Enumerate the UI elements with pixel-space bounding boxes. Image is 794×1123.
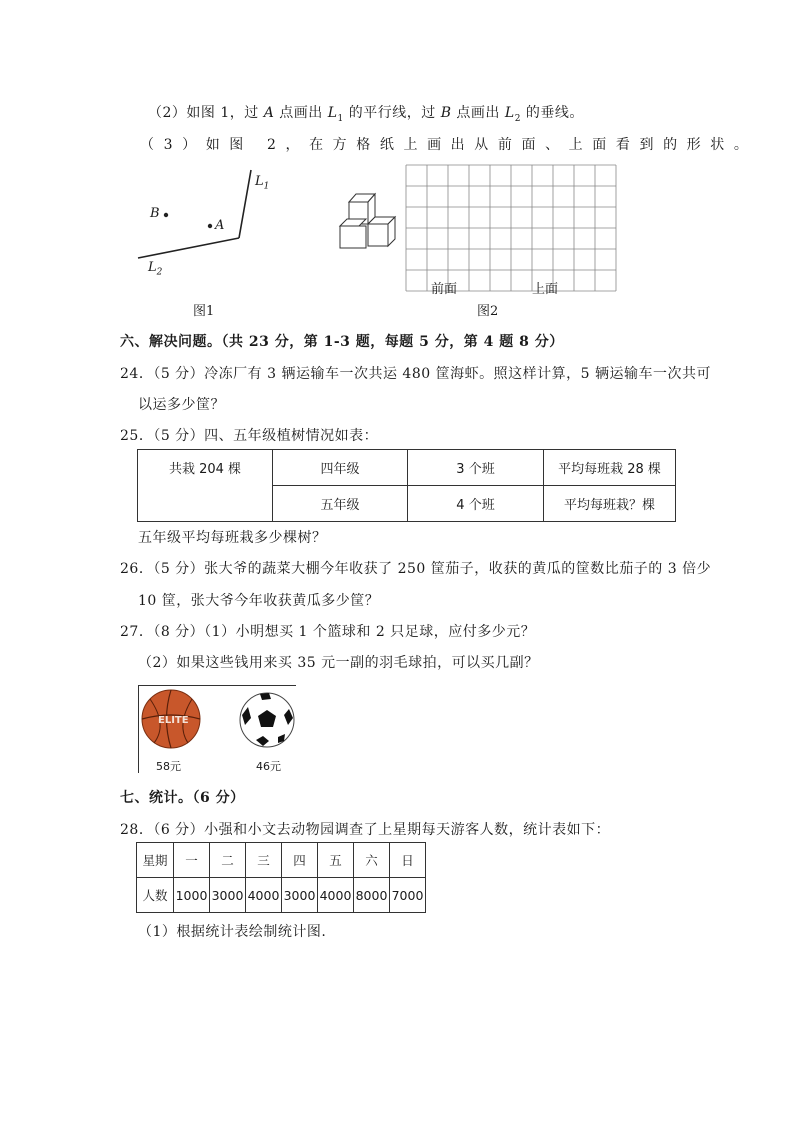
figure-2-caption: 图2 bbox=[477, 304, 499, 319]
day-header-cell: 星期 bbox=[137, 843, 174, 878]
figure-1-caption: 图1 bbox=[193, 304, 215, 319]
q27-line1: 27．（8 分）（1）小明想买 1 个篮球和 2 只足球，应付多少元？ bbox=[120, 624, 536, 640]
classes-cell: 4 个班 bbox=[408, 486, 544, 522]
q23-part3: （3）如图 2，在方格纸上画出从前面、上面看到的形状。 bbox=[140, 137, 758, 153]
football-icon bbox=[240, 693, 294, 747]
cube-left-front bbox=[340, 226, 366, 248]
classes-cell: 3 个班 bbox=[408, 450, 544, 486]
football-price: 46元 bbox=[256, 760, 281, 773]
label-l1-letter: L bbox=[255, 174, 264, 189]
table-row bbox=[137, 843, 426, 878]
q25-line1: 25．（5 分）四、五年级植树情况如表： bbox=[120, 428, 379, 444]
day-cell: 日 bbox=[390, 843, 426, 878]
q23-part2-mid1: 点画出 bbox=[274, 105, 328, 121]
day-cell: 四 bbox=[282, 843, 318, 878]
point-a-ref: A bbox=[263, 105, 275, 121]
label-a: A bbox=[215, 218, 225, 233]
line-l2 bbox=[138, 238, 239, 258]
figure-2-drawing bbox=[318, 160, 618, 320]
basketball-price: 58元 bbox=[156, 760, 181, 773]
label-l2-letter: L bbox=[148, 260, 157, 275]
day-cell: 一 bbox=[174, 843, 210, 878]
avg-cell: 平均每班栽？棵 bbox=[544, 486, 676, 522]
cube-left-face bbox=[340, 219, 366, 226]
visitor-stats-table bbox=[136, 842, 426, 913]
label-l1 bbox=[255, 174, 269, 192]
l1-ref-sub: 1 bbox=[337, 113, 344, 124]
label-l2-sub: 2 bbox=[156, 267, 163, 278]
label-b: B bbox=[150, 206, 160, 221]
day-cell: 六 bbox=[354, 843, 390, 878]
figure-1 bbox=[133, 160, 288, 320]
grade-cell: 五年级 bbox=[273, 486, 408, 522]
day-cell: 三 bbox=[246, 843, 282, 878]
q26-line2: 10 筐，张大爷今年收获黄瓜多少筐？ bbox=[138, 593, 380, 609]
section-6-heading: 六、解决问题。（共 23 分，第 1-3 题，每题 5 分，第 4 题 8 分） bbox=[120, 334, 564, 350]
total-cell: 共栽 204 棵 bbox=[138, 450, 273, 522]
table-row bbox=[138, 450, 676, 486]
l2-ref: L bbox=[504, 105, 515, 121]
q25-question: 五年级平均每班栽多少棵树？ bbox=[138, 530, 327, 546]
count-cell: 3000 bbox=[282, 878, 318, 913]
count-header-cell: 人数 bbox=[137, 878, 174, 913]
basketball-brand-text: ELITE bbox=[158, 715, 189, 726]
l2-ref-sub: 2 bbox=[514, 113, 521, 124]
label-l1-sub: 1 bbox=[263, 181, 270, 192]
grade-cell: 四年级 bbox=[273, 450, 408, 486]
figure-2 bbox=[318, 160, 618, 320]
q24-line2: 以运多少筐？ bbox=[138, 397, 225, 413]
q23-part2-mid2: 的平行线，过 bbox=[343, 105, 441, 121]
q23-part2-prefix: （2）如图 1，过 bbox=[148, 105, 264, 121]
label-front: 前面 bbox=[431, 282, 458, 297]
count-cell: 8000 bbox=[354, 878, 390, 913]
point-a bbox=[208, 224, 212, 228]
q28-part1: （1）根据统计表绘制统计图. bbox=[138, 924, 327, 940]
point-b bbox=[164, 213, 168, 217]
q23-part2-mid3: 点画出 bbox=[451, 105, 505, 121]
section-7-heading: 七、统计。（6 分） bbox=[120, 790, 245, 806]
count-cell: 1000 bbox=[174, 878, 210, 913]
day-cell: 五 bbox=[318, 843, 354, 878]
grid-paper[interactable] bbox=[406, 165, 616, 291]
count-cell: 3000 bbox=[210, 878, 246, 913]
q23-part2-suffix: 的垂线。 bbox=[520, 105, 584, 121]
cube-right-front bbox=[368, 224, 388, 246]
q23-part2 bbox=[148, 102, 584, 124]
count-cell: 7000 bbox=[390, 878, 426, 913]
q28-line1: 28．（6 分）小强和小文去动物园调查了上星期每天游客人数，统计表如下： bbox=[120, 822, 611, 838]
tree-planting-table bbox=[137, 449, 676, 522]
day-cell: 二 bbox=[210, 843, 246, 878]
label-l2 bbox=[148, 260, 162, 278]
point-b-ref: B bbox=[440, 105, 452, 121]
count-cell: 4000 bbox=[246, 878, 282, 913]
avg-cell: 平均每班栽 28 棵 bbox=[544, 450, 676, 486]
q27-line2: （2）如果这些钱用来买 35 元一副的羽毛球拍，可以买几副？ bbox=[138, 655, 539, 671]
count-cell: 4000 bbox=[318, 878, 354, 913]
basketball-icon bbox=[142, 690, 200, 748]
cube-stack bbox=[340, 194, 395, 248]
q24-line1: 24．（5 分）冷冻厂有 3 辆运输车一次共运 480 筐海虾。照这样计算，5 辆运输车一次共可 bbox=[120, 366, 711, 382]
q26-line1: 26．（5 分）张大爷的蔬菜大棚今年收获了 250 筐茄子，收获的黄瓜的筐数比茄子的 3 倍少 bbox=[120, 561, 712, 577]
l1-ref: L bbox=[327, 105, 338, 121]
balls-panel bbox=[138, 685, 296, 773]
table-row bbox=[137, 878, 426, 913]
label-top: 上面 bbox=[532, 282, 559, 297]
line-l1 bbox=[239, 170, 251, 238]
